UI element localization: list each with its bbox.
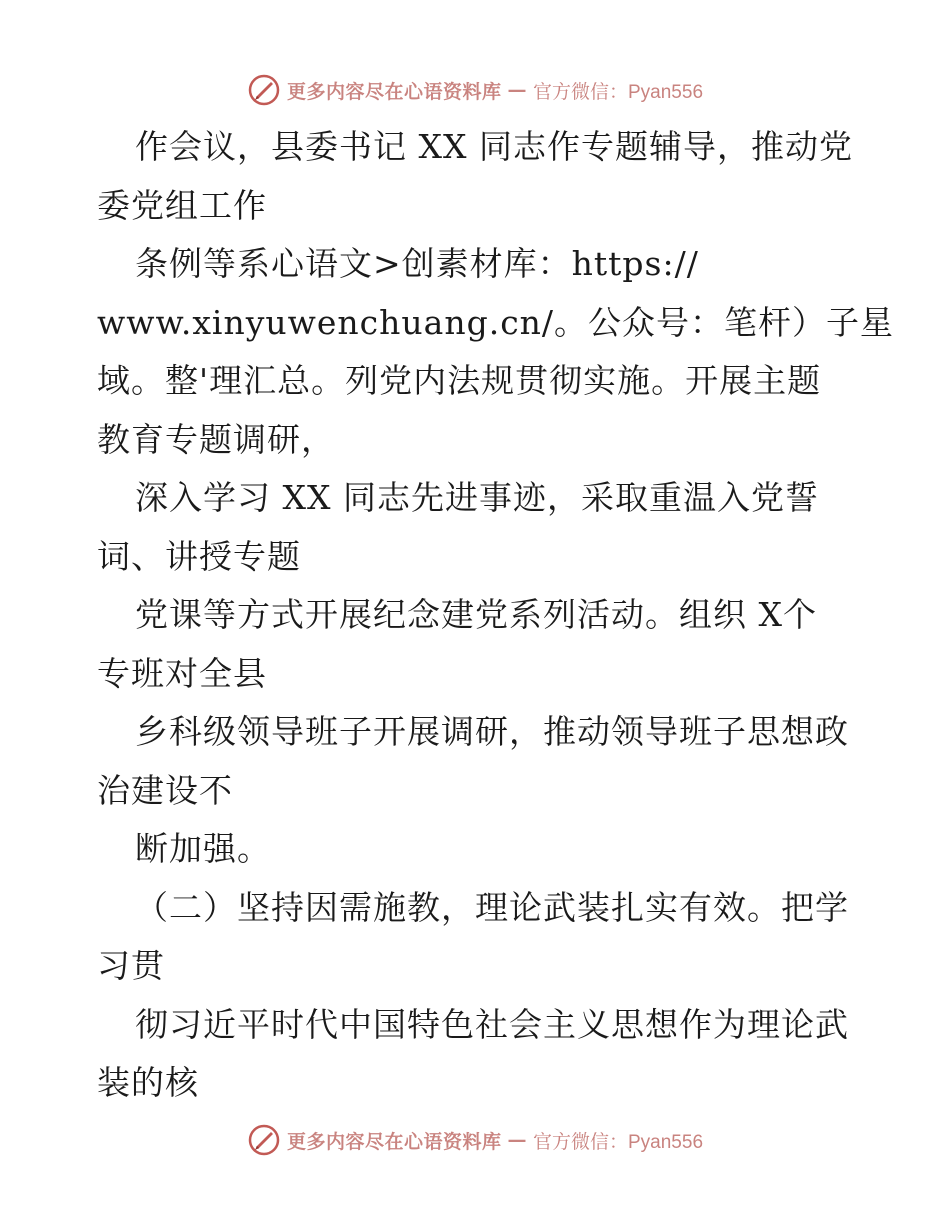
footer-contact-text: 官方微信：Pyan556	[533, 1131, 704, 1153]
body-line: www.xinyuwenchuang.cn/。公众号：笔杆）子星	[97, 302, 895, 342]
body-line: 彻习近平时代中国特色社会主义思想作为理论武	[135, 1004, 849, 1044]
quill-pen-logo-icon	[247, 73, 281, 107]
body-line: 断加强。	[135, 829, 271, 868]
body-line: 作会议，县委书记 XX 同志作专题辅导，推动党	[135, 127, 853, 166]
body-line: 乡科级领导班子开展调研，推动领导班子思想政	[135, 712, 849, 751]
footer-separator: —	[507, 1129, 527, 1151]
header-separator: —	[507, 79, 527, 101]
header-brand-text: 更多内容尽在心语资料库	[286, 80, 502, 103]
body-line: 教育专题调研，	[97, 419, 335, 459]
body-line: 委党组工作	[97, 185, 267, 225]
header-banner	[0, 70, 950, 110]
body-line: 域。整'理汇总。列党内法规贯彻实施。开展主题	[97, 361, 822, 400]
body-line: 党课等方式开展纪念建党系列活动。组织 X个	[135, 595, 817, 634]
body-line: 专班对全县	[97, 653, 267, 693]
body-line: 词、讲授专题	[97, 536, 301, 576]
body-line: 治建设不	[97, 770, 233, 810]
header-contact-text: 官方微信：Pyan556	[533, 81, 704, 103]
footer-banner	[0, 1120, 950, 1160]
document-body	[97, 118, 895, 1113]
body-line: 装的核	[97, 1063, 199, 1102]
body-line: （二）坚持因需施教，理论武装扎实有效。把学	[135, 887, 849, 927]
body-line: 深入学习 XX 同志先进事迹，采取重温入党誓	[135, 478, 819, 517]
footer-brand-text: 更多内容尽在心语资料库	[286, 1130, 502, 1153]
quill-pen-logo-icon	[247, 1123, 281, 1157]
body-line: 条例等系心语文>创素材库：https://	[135, 244, 699, 283]
body-line: 习贯	[97, 946, 165, 985]
